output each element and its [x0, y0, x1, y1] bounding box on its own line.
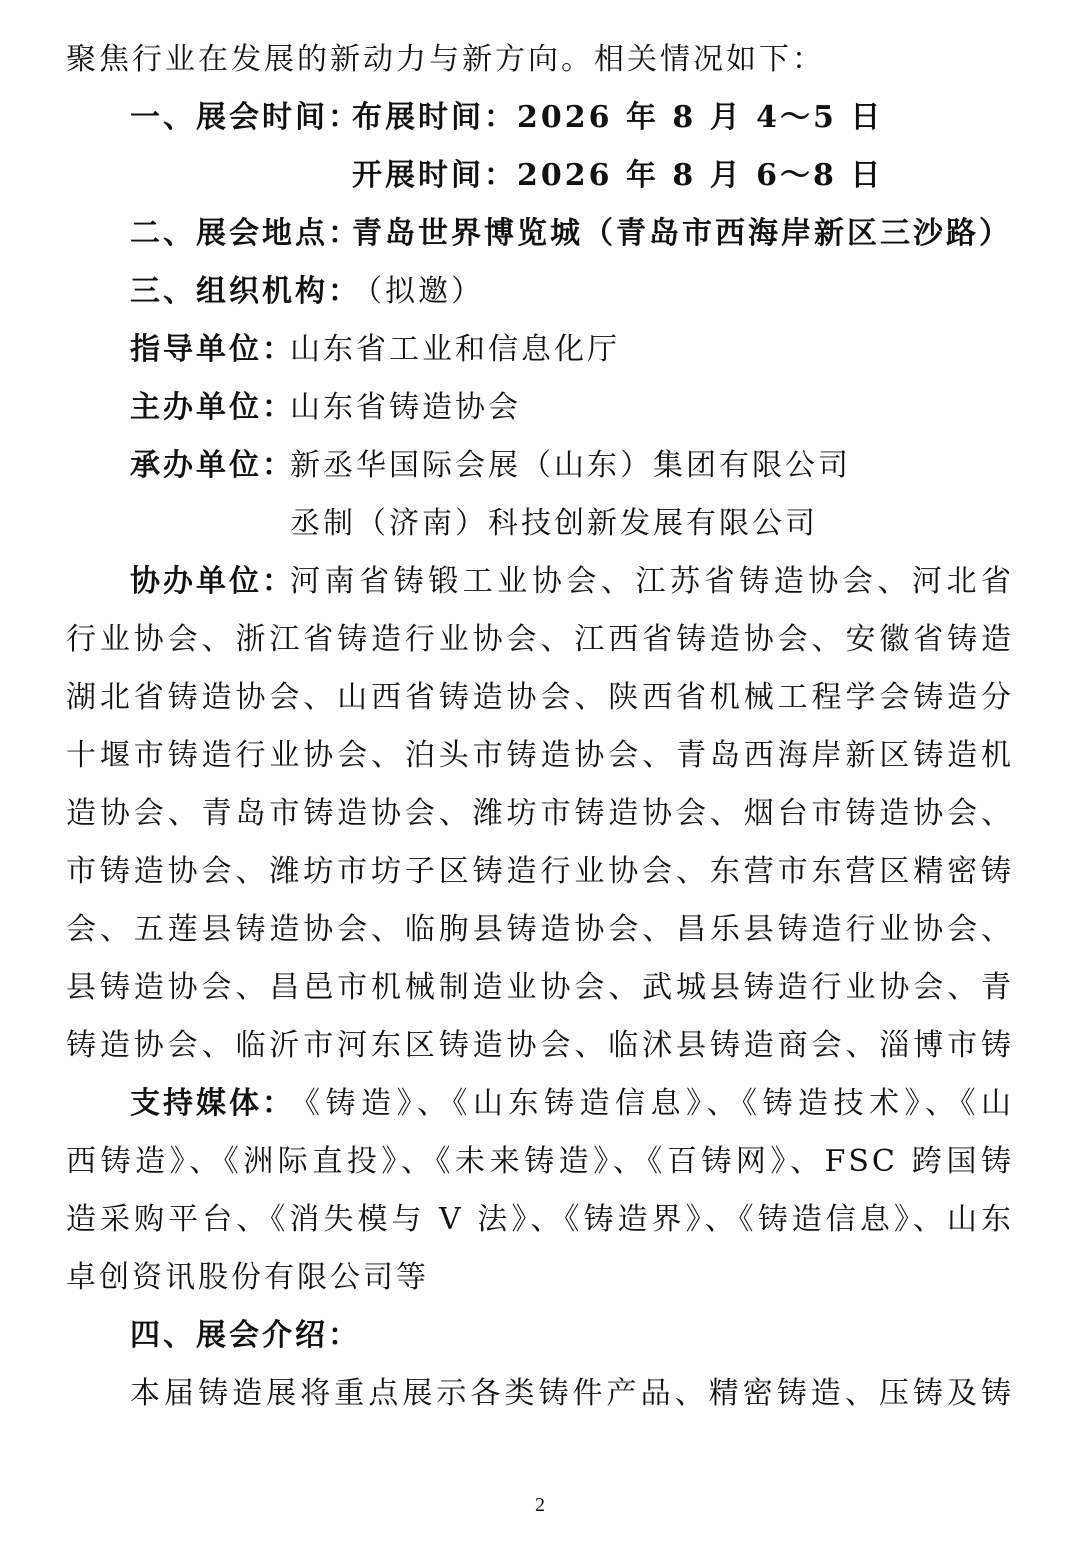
co-label: 协办单位：: [130, 564, 295, 599]
co-line-1: 河南省铸锻工业协会、江苏省铸造协会、河北省: [290, 564, 1014, 599]
media-line-3: 造采购平台、《消失模与 V 法》、《铸造界》、《铸造信息》、山东: [66, 1202, 1014, 1237]
venue: 青岛世界博览城（青岛市西海岸新区三沙路）: [352, 216, 1012, 251]
organizer-2: 丞制（济南）科技创新发展有限公司: [290, 506, 818, 541]
sec3-heading: 三、组织机构：: [130, 274, 361, 309]
media-label: 支持媒体：: [130, 1086, 295, 1121]
page-number: 2: [535, 1494, 545, 1516]
host-unit: 山东省铸造协会: [290, 390, 521, 425]
co-line-7: 会、五莲县铸造协会、临朐县铸造协会、昌乐县铸造行业协会、: [66, 912, 1014, 947]
open-time: 开展时间：2026 年 8 月 6～8 日: [352, 158, 884, 193]
setup-time: 布展时间：2026 年 8 月 4～5 日: [352, 100, 884, 135]
sec4-heading: 四、展会介绍：: [130, 1318, 361, 1353]
media-line-1: 《铸造》、《山东铸造信息》、《铸造技术》、《山: [290, 1086, 1014, 1121]
co-line-4: 十堰市铸造行业协会、泊头市铸造协会、青岛西海岸新区铸造机: [66, 738, 1014, 773]
organizer-label: 承办单位：: [130, 448, 295, 483]
media-line-2: 西铸造》、《洲际直投》、《未来铸造》、《百铸网》、FSC 跨国铸: [66, 1144, 1014, 1179]
co-line-2: 行业协会、浙江省铸造行业协会、江西省铸造协会、安徽省铸造: [66, 622, 1014, 657]
co-line-9: 铸造协会、临沂市河东区铸造协会、临沭县铸造商会、淄博市铸: [66, 1028, 1014, 1063]
guide-label: 指导单位：: [130, 332, 295, 367]
co-line-3: 湖北省铸造协会、山西省铸造协会、陕西省机械工程学会铸造分: [66, 680, 1014, 715]
sec1-heading: 一、展会时间：: [130, 100, 361, 135]
co-line-5: 造协会、青岛市铸造协会、潍坊市铸造协会、烟台市铸造协会、: [66, 796, 1014, 831]
guide-unit: 山东省工业和信息化厅: [290, 332, 620, 367]
sec3-note: （拟邀）: [352, 274, 484, 309]
co-line-8: 县铸造协会、昌邑市机械制造业协会、武城县铸造行业协会、青: [66, 970, 1014, 1005]
intro-tail: 聚焦行业在发展的新动力与新方向。相关情况如下：: [66, 42, 825, 77]
media-line-4: 卓创资讯股份有限公司等: [66, 1260, 429, 1295]
host-label: 主办单位：: [130, 390, 295, 425]
co-line-6: 市铸造协会、潍坊市坊子区铸造行业协会、东营市东营区精密铸: [66, 854, 1014, 889]
sec2-heading: 二、展会地点：: [130, 216, 361, 251]
sec4-body: 本届铸造展将重点展示各类铸件产品、精密铸造、压铸及铸: [130, 1376, 1014, 1411]
organizer-1: 新丞华国际会展（山东）集团有限公司: [290, 448, 851, 483]
